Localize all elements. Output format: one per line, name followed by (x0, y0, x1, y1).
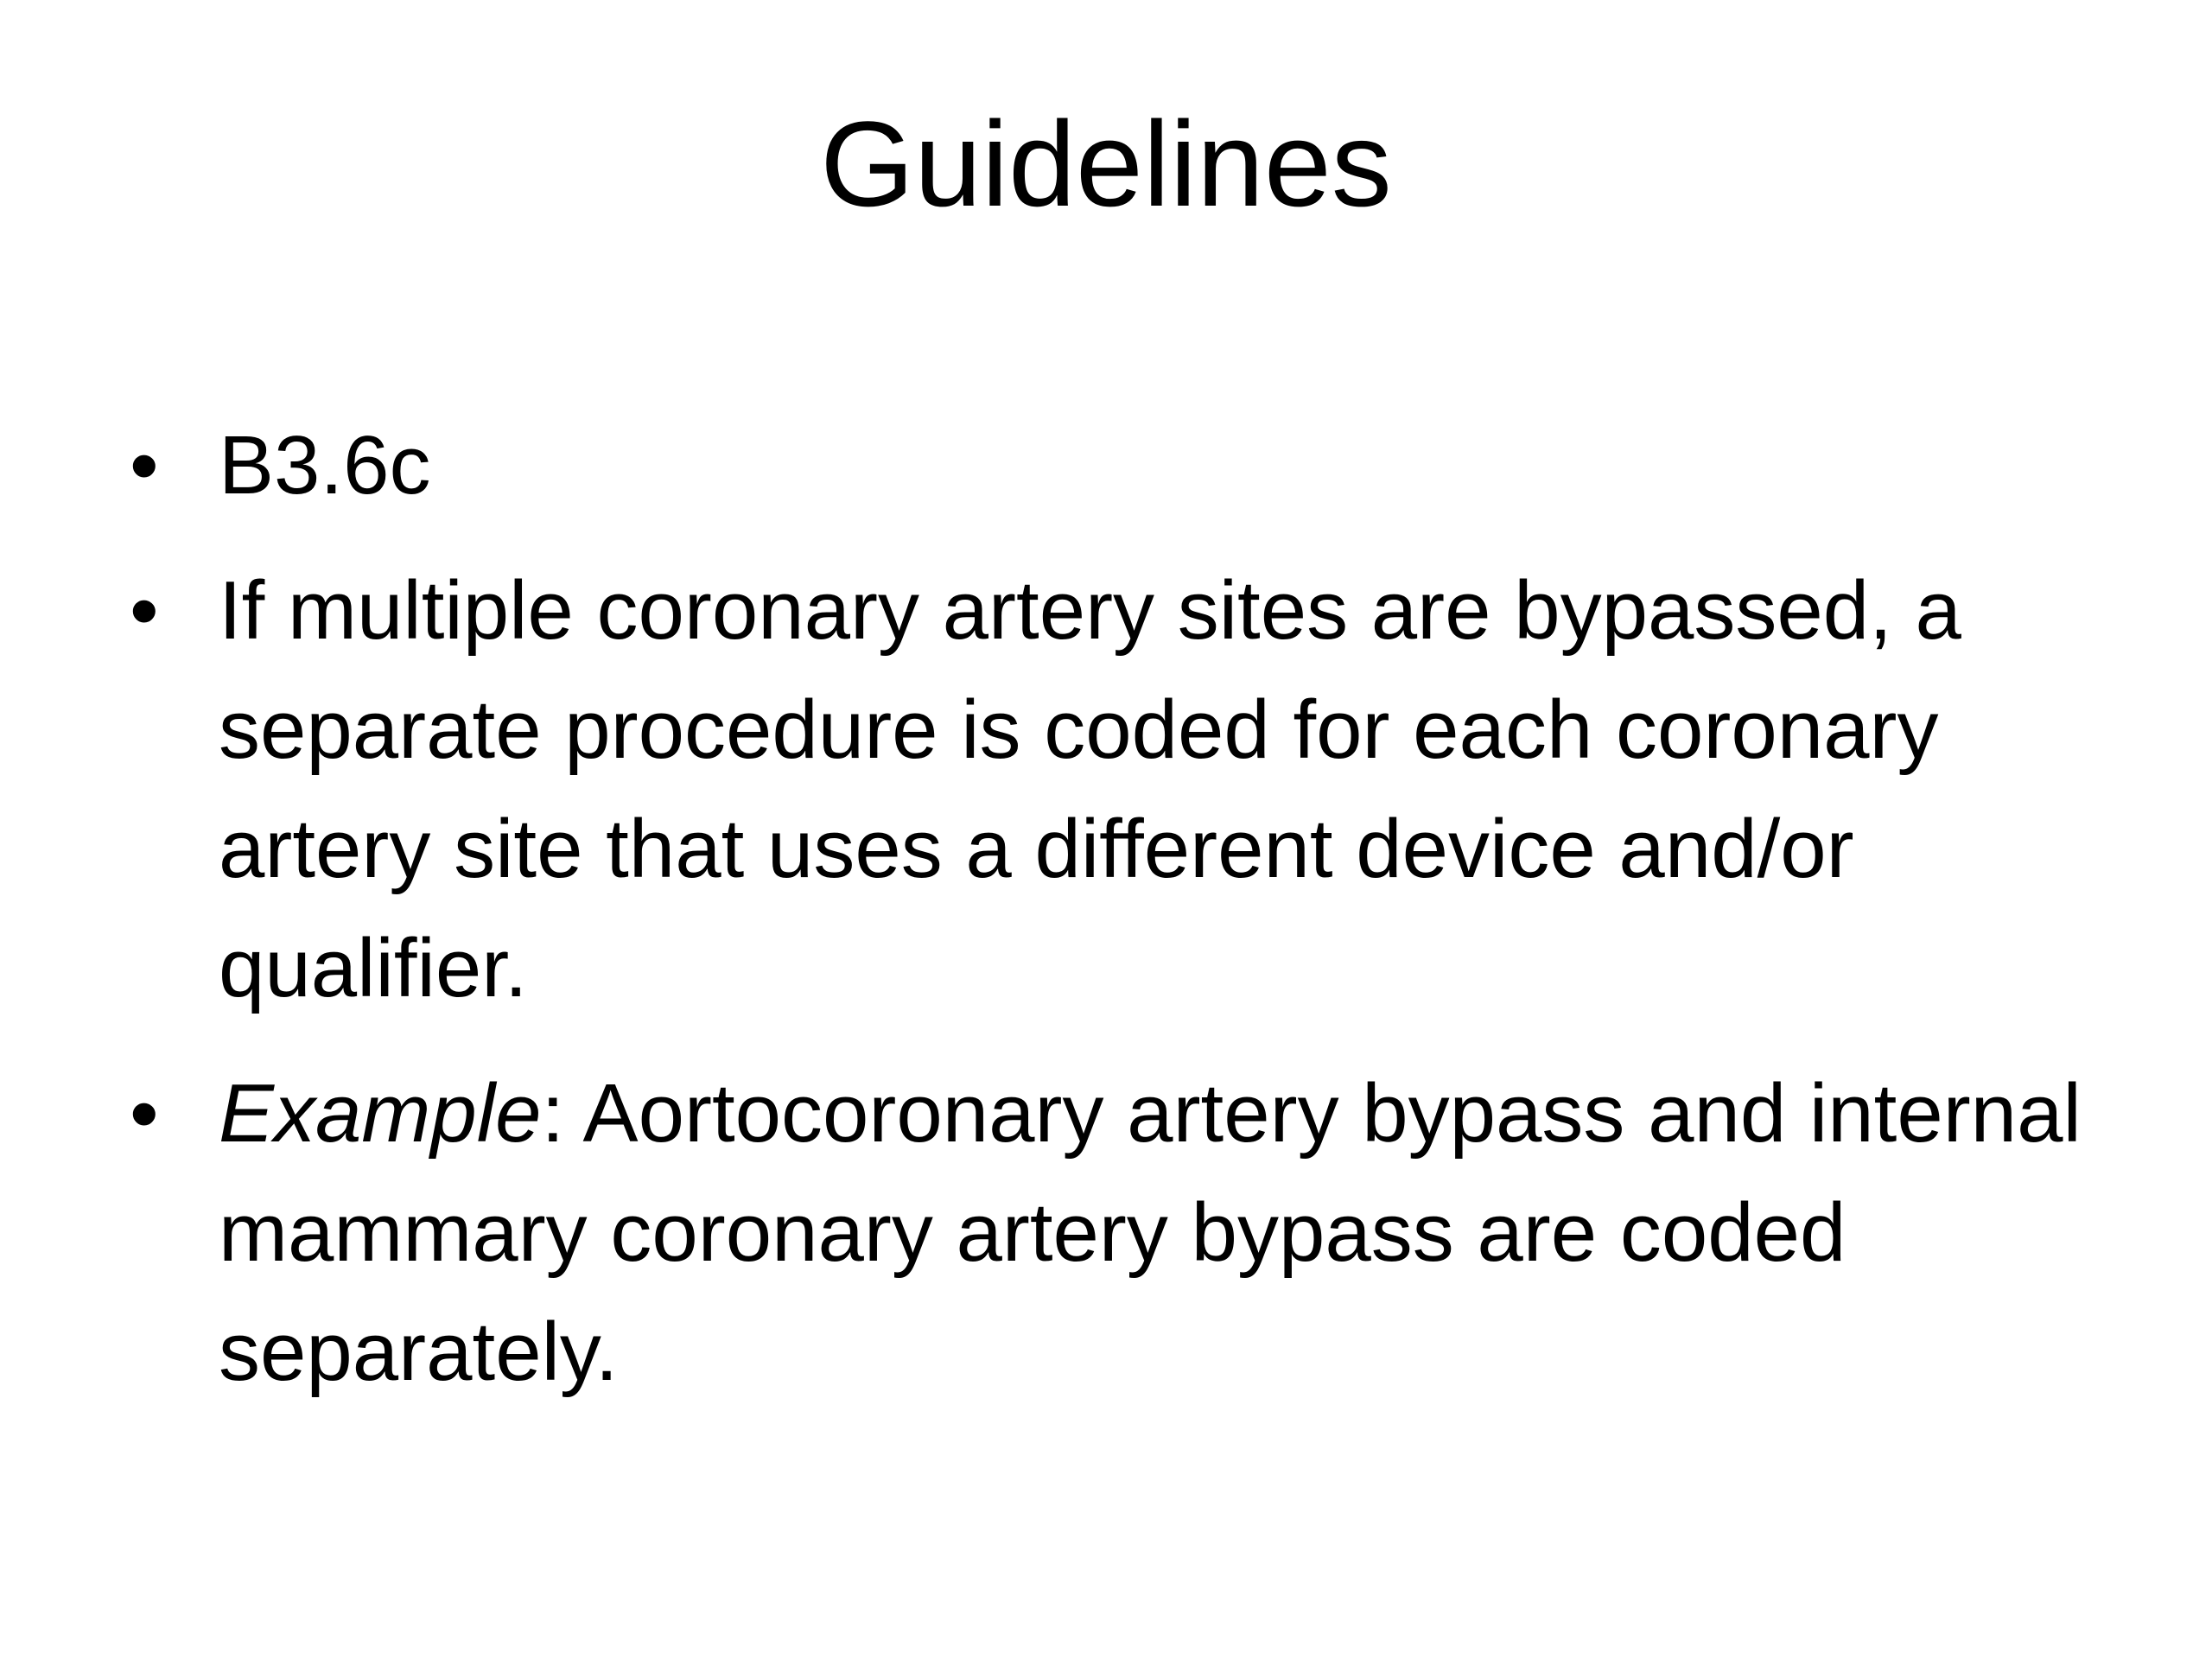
bullet-text: If multiple coronary artery sites are bypassed, a separate procedure is coded for each coronary artery site that uses a different device and/or qualifier. (219, 564, 1961, 1014)
example-separator: : (541, 1067, 565, 1160)
bullet-item-example (130, 1054, 2117, 1412)
bullet-text: B3.6c (219, 419, 431, 512)
bullet-item-guideline-code (130, 406, 2117, 525)
slide-title: Guidelines (820, 96, 1392, 232)
bullet-icon: • (130, 419, 159, 512)
bullet-icon: • (130, 564, 159, 657)
bullet-item-rule (130, 551, 2117, 1028)
example-text: Aortocoronary artery bypass and internal mammary coronary artery bypass are coded separately. (219, 1067, 2082, 1398)
bullet-icon: • (130, 1067, 159, 1160)
bullet-list (130, 406, 2117, 1438)
example-label: Example (219, 1067, 542, 1160)
